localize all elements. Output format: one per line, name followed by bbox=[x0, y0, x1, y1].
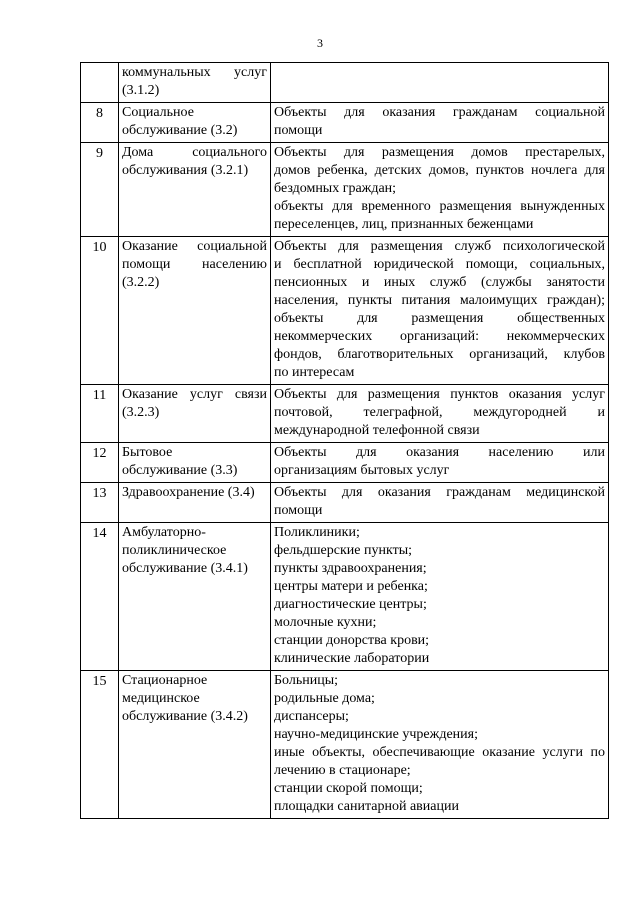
description-line: по интересам bbox=[274, 365, 355, 380]
row-number: 12 bbox=[81, 443, 119, 483]
row-number bbox=[81, 63, 119, 103]
description-line: центры матери и ребенка; bbox=[274, 579, 428, 594]
description-line: домов ребенка, детских домов, пунктов ночлега для bbox=[274, 163, 605, 178]
description-line: и бесплатной юридической помощи, социальных, bbox=[274, 257, 605, 272]
table-row bbox=[81, 483, 609, 523]
description-line: иные объекты, обеспечивающие оказание услуги по bbox=[274, 745, 605, 760]
use-type-name bbox=[119, 237, 271, 385]
description-line: Объекты для размещения пунктов оказания услуг bbox=[274, 387, 605, 402]
land-use-table bbox=[80, 62, 609, 819]
table-row bbox=[81, 103, 609, 143]
table-row bbox=[81, 63, 609, 103]
description-line: станции скорой помощи; bbox=[274, 781, 423, 796]
use-type-name bbox=[119, 103, 271, 143]
name-line: Оказание услуг связи bbox=[122, 387, 267, 402]
name-line: Стационарное bbox=[122, 673, 208, 688]
description-line: Объекты для размещения служб психологической bbox=[274, 239, 605, 254]
description-line: станции донорства крови; bbox=[274, 633, 430, 648]
row-number: 9 bbox=[81, 143, 119, 237]
table-row bbox=[81, 237, 609, 385]
use-type-name bbox=[119, 443, 271, 483]
table-row bbox=[81, 671, 609, 819]
description-line: фельдшерские пункты; bbox=[274, 543, 413, 558]
use-description bbox=[271, 671, 609, 819]
description-line: пункты здравоохранения; bbox=[274, 561, 427, 576]
description-line: родильные дома; bbox=[274, 691, 375, 706]
description-line: молочные кухни; bbox=[274, 615, 377, 630]
description-line: диспансеры; bbox=[274, 709, 349, 724]
use-description bbox=[271, 443, 609, 483]
description-line: пенсионных и иных служб (службы занятости bbox=[274, 275, 605, 290]
description-line: Объекты для оказания населению или bbox=[274, 445, 605, 460]
row-number: 10 bbox=[81, 237, 119, 385]
table-body bbox=[81, 63, 609, 819]
description-line: объекты для размещения общественных bbox=[274, 311, 605, 326]
table-row bbox=[81, 385, 609, 443]
name-line: медицинское bbox=[122, 691, 200, 706]
use-type-name bbox=[119, 385, 271, 443]
name-line: (3.2.3) bbox=[122, 405, 160, 420]
description-line: Объекты для размещения домов престарелых, bbox=[274, 145, 605, 160]
table-row bbox=[81, 443, 609, 483]
use-description bbox=[271, 143, 609, 237]
description-line: объекты для временного размещения вынужденных bbox=[274, 199, 605, 214]
use-type-name bbox=[119, 63, 271, 103]
use-type-name bbox=[119, 143, 271, 237]
row-number: 8 bbox=[81, 103, 119, 143]
name-line: обслуживание (3.2) bbox=[122, 123, 238, 138]
description-line: Больницы; bbox=[274, 673, 338, 688]
row-number: 14 bbox=[81, 523, 119, 671]
name-line: обслуживания (3.2.1) bbox=[122, 163, 249, 178]
description-line: помощи bbox=[274, 503, 323, 518]
name-line: поликлиническое bbox=[122, 543, 227, 558]
use-type-name bbox=[119, 671, 271, 819]
description-line: бездомных граждан; bbox=[274, 181, 397, 196]
row-number: 13 bbox=[81, 483, 119, 523]
description-line: некоммерческих организаций: некоммерческих bbox=[274, 329, 605, 344]
name-line: помощи населению bbox=[122, 257, 267, 272]
description-line: помощи bbox=[274, 123, 323, 138]
description-line: организациям бытовых услуг bbox=[274, 463, 450, 478]
use-type-name bbox=[119, 483, 271, 523]
description-line: диагностические центры; bbox=[274, 597, 427, 612]
description-line: лечению в стационаре; bbox=[274, 763, 411, 778]
description-line: клинические лаборатории bbox=[274, 651, 430, 666]
page-number: 3 bbox=[317, 36, 323, 50]
use-description bbox=[271, 237, 609, 385]
name-line: обслуживание (3.3) bbox=[122, 463, 238, 478]
use-description bbox=[271, 385, 609, 443]
row-number: 15 bbox=[81, 671, 119, 819]
use-description bbox=[271, 63, 609, 103]
row-number: 11 bbox=[81, 385, 119, 443]
description-line: почтовой, телеграфной, междугородней и bbox=[274, 405, 605, 420]
name-line: Оказание социальной bbox=[122, 239, 267, 254]
name-line: (3.2.2) bbox=[122, 275, 160, 290]
name-line: Амбулаторно- bbox=[122, 525, 206, 540]
table-row bbox=[81, 143, 609, 237]
table-row bbox=[81, 523, 609, 671]
name-line: обслуживание (3.4.1) bbox=[122, 561, 248, 576]
name-line: (3.1.2) bbox=[122, 83, 160, 98]
description-line: площадки санитарной авиации bbox=[274, 799, 459, 814]
name-line: Социальное bbox=[122, 105, 194, 120]
description-line: научно-медицинские учреждения; bbox=[274, 727, 478, 742]
name-line: Здравоохранение (3.4) bbox=[122, 485, 255, 500]
description-line: Объекты для оказания гражданам медицинской bbox=[274, 485, 605, 500]
name-line: обслуживание (3.4.2) bbox=[122, 709, 248, 724]
use-description bbox=[271, 483, 609, 523]
description-line: Объекты для оказания гражданам социальной bbox=[274, 105, 605, 120]
use-type-name bbox=[119, 523, 271, 671]
description-line: переселенцев, лиц, признанных беженцами bbox=[274, 217, 534, 232]
name-line: коммунальных услуг bbox=[122, 65, 267, 80]
description-line: Поликлиники; bbox=[274, 525, 360, 540]
description-line: международной телефонной связи bbox=[274, 423, 480, 438]
use-description bbox=[271, 103, 609, 143]
name-line: Дома социального bbox=[122, 145, 267, 160]
description-line: населения, пункты питания малоимущих граждан); bbox=[274, 293, 605, 308]
description-line: фондов, благотворительных организаций, клубов bbox=[274, 347, 605, 362]
use-description bbox=[271, 523, 609, 671]
name-line: Бытовое bbox=[122, 445, 173, 460]
